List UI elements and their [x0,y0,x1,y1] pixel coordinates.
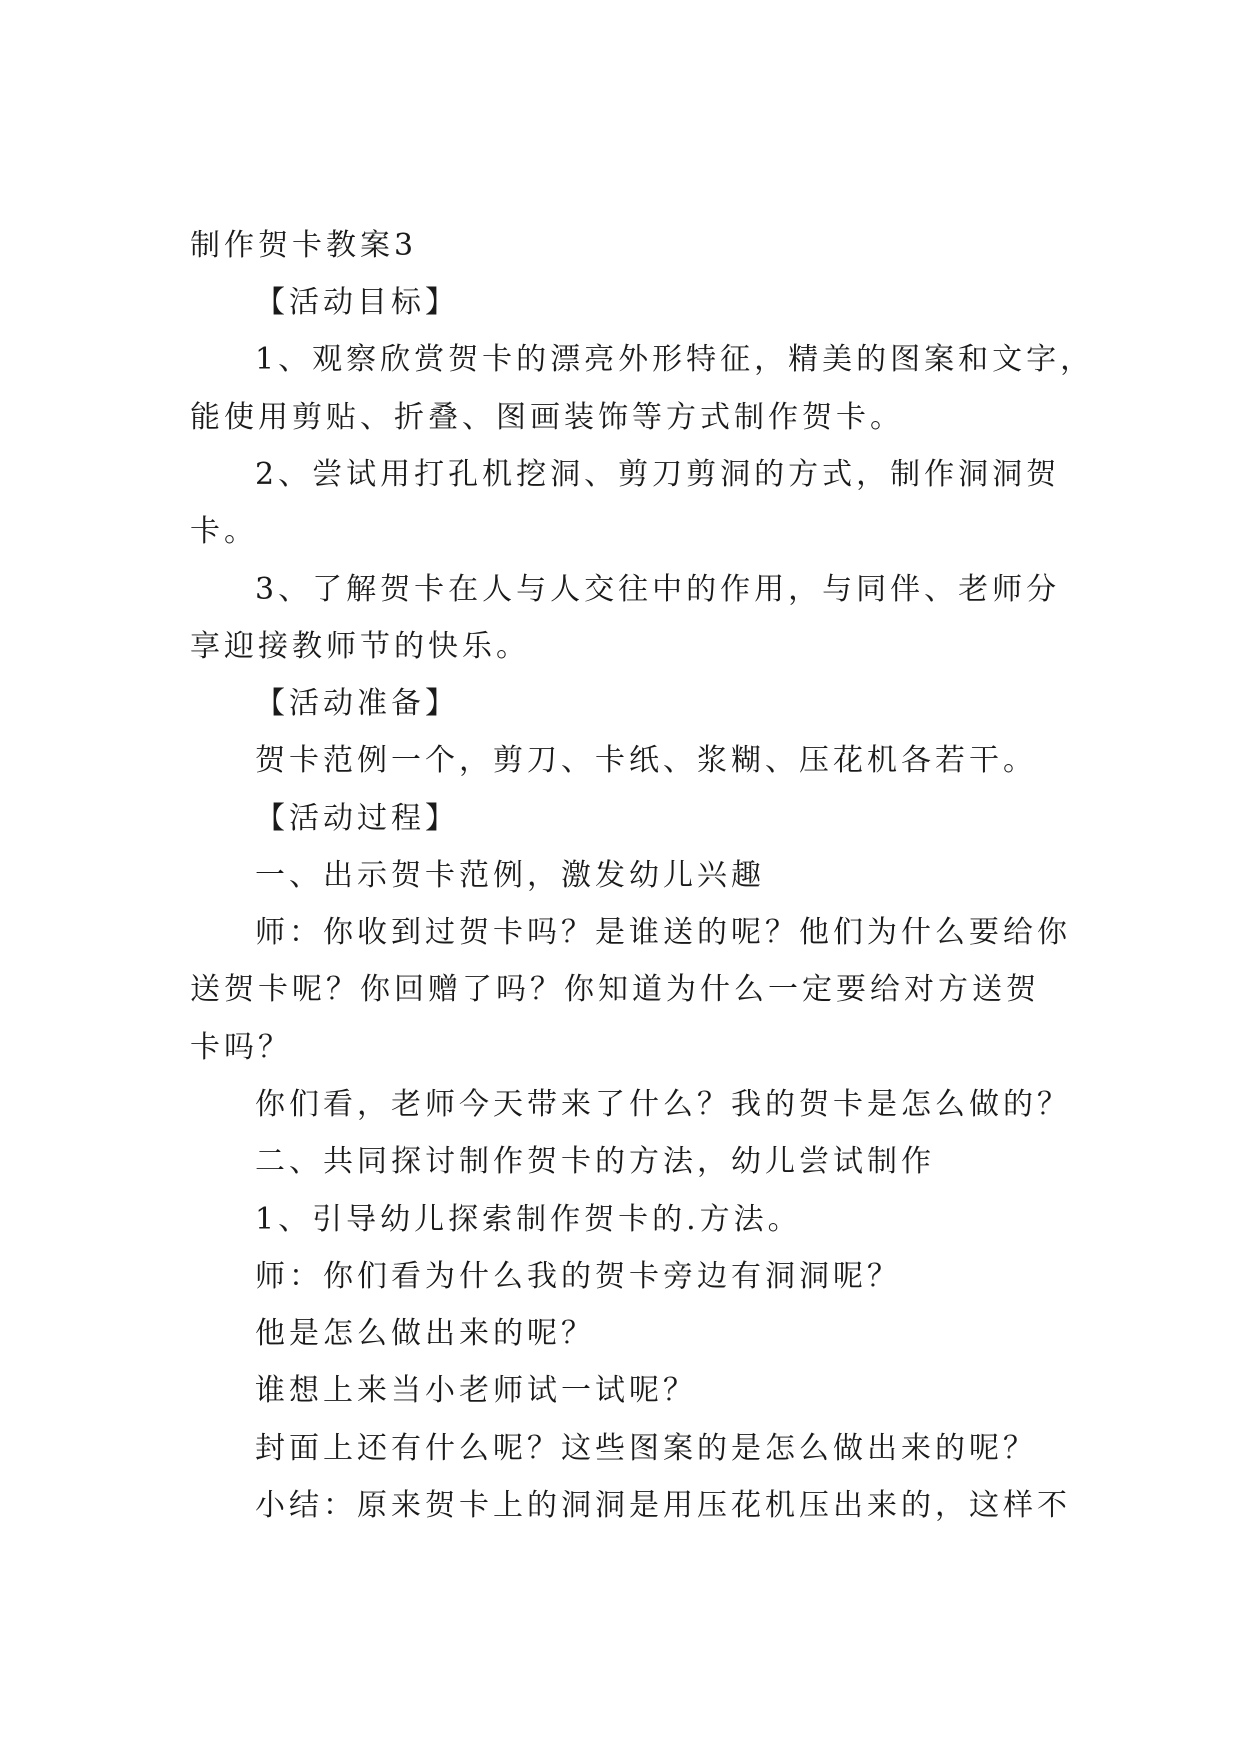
section-heading-preparation: 【活动准备】 [255,686,459,721]
paragraph-line: 你们看，老师今天带来了什么？我的贺卡是怎么做的？ [255,1087,1071,1122]
document-title: 制作贺卡教案3 [190,228,418,263]
paragraph-line: 小结：原来贺卡上的洞洞是用压花机压出来的，这样不 [255,1488,1071,1523]
paragraph-line: 送贺卡呢？你回赠了吗？你知道为什么一定要给对方送贺 [190,972,1040,1007]
paragraph-line: 能使用剪贴、折叠、图画装饰等方式制作贺卡。 [190,400,904,435]
paragraph-line: 师：你们看为什么我的贺卡旁边有洞洞呢？ [255,1259,901,1294]
paragraph-line: 贺卡范例一个，剪刀、卡纸、浆糊、压花机各若干。 [255,743,1037,778]
paragraph-line: 3、了解贺卡在人与人交往中的作用，与同伴、老师分 [255,572,1061,607]
paragraph-line: 谁想上来当小老师试一试呢？ [255,1373,697,1408]
paragraph-line: 一、出示贺卡范例，激发幼儿兴趣 [255,858,765,893]
paragraph-line: 2、尝试用打孔机挖洞、剪刀剪洞的方式，制作洞洞贺 [255,457,1061,492]
paragraph-line: 二、共同探讨制作贺卡的方法，幼儿尝试制作 [255,1144,935,1179]
paragraph-line: 他是怎么做出来的呢？ [255,1316,595,1351]
paragraph-line: 1、引导幼儿探索制作贺卡的.方法。 [255,1202,802,1237]
paragraph-line: 享迎接教师节的快乐。 [190,629,530,664]
paragraph-line: 1、观察欣赏贺卡的漂亮外形特征，精美的图案和文字， [255,342,1095,377]
paragraph-line: 封面上还有什么呢？这些图案的是怎么做出来的呢？ [255,1431,1037,1466]
section-heading-process: 【活动过程】 [255,801,459,836]
paragraph-line: 卡。 [190,514,258,549]
paragraph-line: 师：你收到过贺卡吗？是谁送的呢？他们为什么要给你 [255,915,1071,950]
paragraph-line: 卡吗？ [190,1030,292,1065]
section-heading-goals: 【活动目标】 [255,285,459,320]
